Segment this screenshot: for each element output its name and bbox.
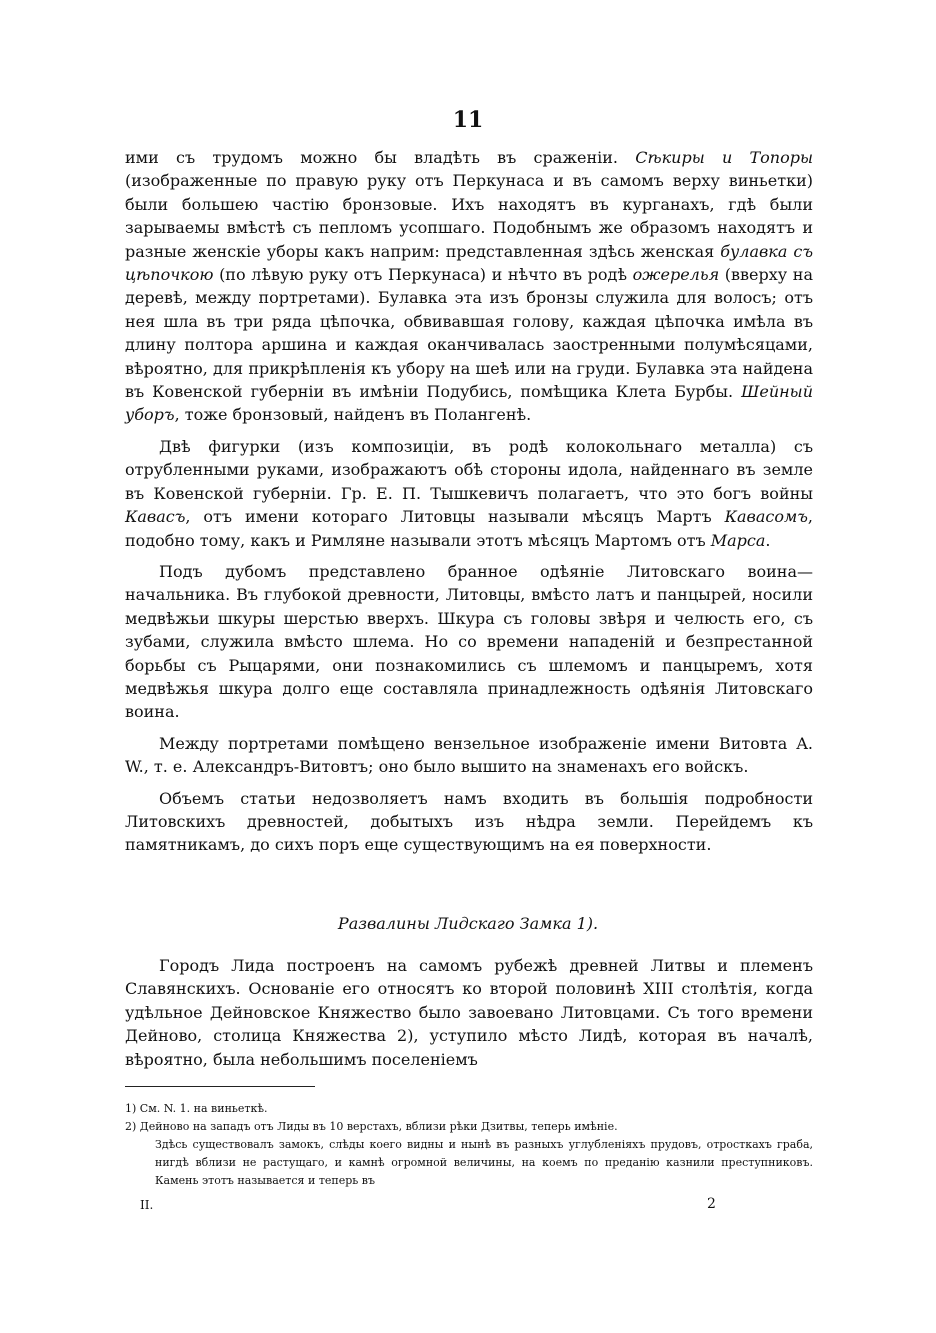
page-number: 11	[452, 107, 484, 133]
text-segment: Подъ дубомъ представлено бранное одѣяніе Литовскаго воина— начальника. Въ глубокой древности, Литовцы, вмѣсто латъ и панцырей, носили медвѣжьи шкуры шерстью вверхъ. Шкура съ головы звѣря и челюсть его, съ зубами, служила вмѣсто шлема. Но со времени нападеній и безпрестанной борьбы съ Рыцарями, они познакомились съ шлемомъ и панцыремъ, хотя медвѣжья шкура долго еще составляла принадлежность одѣянія Литовскаго воина.	[125, 561, 813, 722]
text-segment: Объемъ статьи недозволяетъ намъ входить въ большія подробности Литовскихъ древностей, добытыхъ изъ нѣдра земли. Перейдемъ къ памятникамъ, до сихъ поръ еще существующимъ на ея поверхности.	[125, 788, 813, 855]
footnote-2-continuation: Здѣсь существовалъ замокъ, слѣды коего видны и нынѣ въ разныхъ углубленіяхъ прудовъ, отросткахъ граба, нигдѣ вблизи не растущаго, и камнѣ огромной величины, на коемъ по преданію казнили преступниковъ. Камень этотъ называется и теперь въ	[155, 1138, 813, 1187]
italic-term: Шейный уборъ	[125, 382, 813, 425]
paragraph	[125, 435, 813, 552]
footnote-divider	[125, 1086, 315, 1087]
text-segment: .	[765, 530, 771, 550]
text-segment: , тоже бронзовый, найденъ въ Полангенѣ.	[174, 405, 532, 425]
italic-term: Кавасомъ	[724, 507, 808, 527]
section-heading: Развалины Лидскаго Замка 1).	[337, 914, 599, 933]
footnotes	[125, 1100, 813, 1190]
text-segment: , подобно тому, какъ и Римляне называли этотъ мѣсяцъ Мартомъ отъ	[125, 507, 813, 550]
italic-term: булавка съ цѣпочкою	[125, 241, 814, 285]
text-segment: ими съ трудомъ можно бы владѣть въ сраженіи.	[125, 148, 636, 167]
italic-term: Кавасъ	[125, 507, 186, 527]
text-segment: Двѣ фигурки (изъ композиціи, въ родѣ колокольнаго металла) съ отрубленными руками, изображаютъ обѣ стороны идола, найденнаго въ земле въ Ковенской губерніи. Гр. Е. П. Тышкевичъ полагаетъ, что это богъ войны	[125, 436, 813, 503]
paragraph	[125, 560, 813, 724]
footnote-1: 1) См. N. 1. на виньеткѣ.	[125, 1102, 268, 1115]
text-segment: (вверху на деревѣ, между портретами). Булавка эта изъ бронзы служила для волосъ; отъ нея шла въ три ряда цѣпочка, обвивавшая голову, каждая цѣпочка имѣла въ длину полтора аршина и каждая оканчивалась заостренными полумѣсяцами, вѣроятно, для прикрѣпленія къ убору на шеѣ или на груди. Булавка эта найдена въ Ковенской губерніи въ имѣніи Подубись, помѣщика Клета Бурбы.	[125, 265, 814, 402]
body-text	[125, 146, 813, 865]
section-text	[125, 954, 813, 1079]
paragraph	[125, 146, 813, 427]
paragraph	[125, 732, 813, 779]
footnote-2: 2) Дейново на западъ отъ Лиды въ 10 верстахъ, вблизи рѣки Дзитвы, теперь имѣніе.	[125, 1120, 618, 1133]
signature-mark-left: II.	[140, 1198, 154, 1212]
paragraph	[125, 787, 813, 857]
italic-term: Сѣкиры и Топоры	[635, 148, 813, 167]
italic-term: Марса	[710, 530, 766, 550]
text-segment: , отъ имени котораго Литовцы называли мѣсяцъ Мартъ	[185, 507, 725, 527]
italic-term: ожерелья	[632, 265, 720, 285]
text-segment: (по лѣвую руку отъ Перкунаса) и нѣчто въ родѣ	[213, 265, 633, 285]
text-segment: Между портретами помѣщено вензельное изображеніе имени Витовта A. W., т. е. Александръ-Витовтъ; оно было вышито на знаменахъ его войскъ.	[125, 733, 813, 777]
section-paragraph: Городъ Лида построенъ на самомъ рубежѣ древней Литвы и племенъ Славянскихъ. Основаніе его относятъ ко второй половинѣ XIII столѣтія, когда удѣльное Дейновское Княжество было завоевано Литовцами. Съ того времени Дейново, столица Княжества 2), уступило мѣсто Лидѣ, которая въ началѣ, вѣроятно, была небольшимъ поселеніемъ	[125, 956, 813, 1069]
text-segment: (изображенные по правую руку отъ Перкунаса и въ самомъ верху виньетки) были большею частію бронзовые. Ихъ находятъ въ курганахъ, гдѣ были зарываемы вмѣстѣ съ пепломъ усопшаго. Подобнымъ же образомъ находятъ и разные женскіе уборы какъ наприм: представленная здѣсь женская	[125, 171, 813, 261]
signature-mark-right: 2	[707, 1196, 716, 1212]
